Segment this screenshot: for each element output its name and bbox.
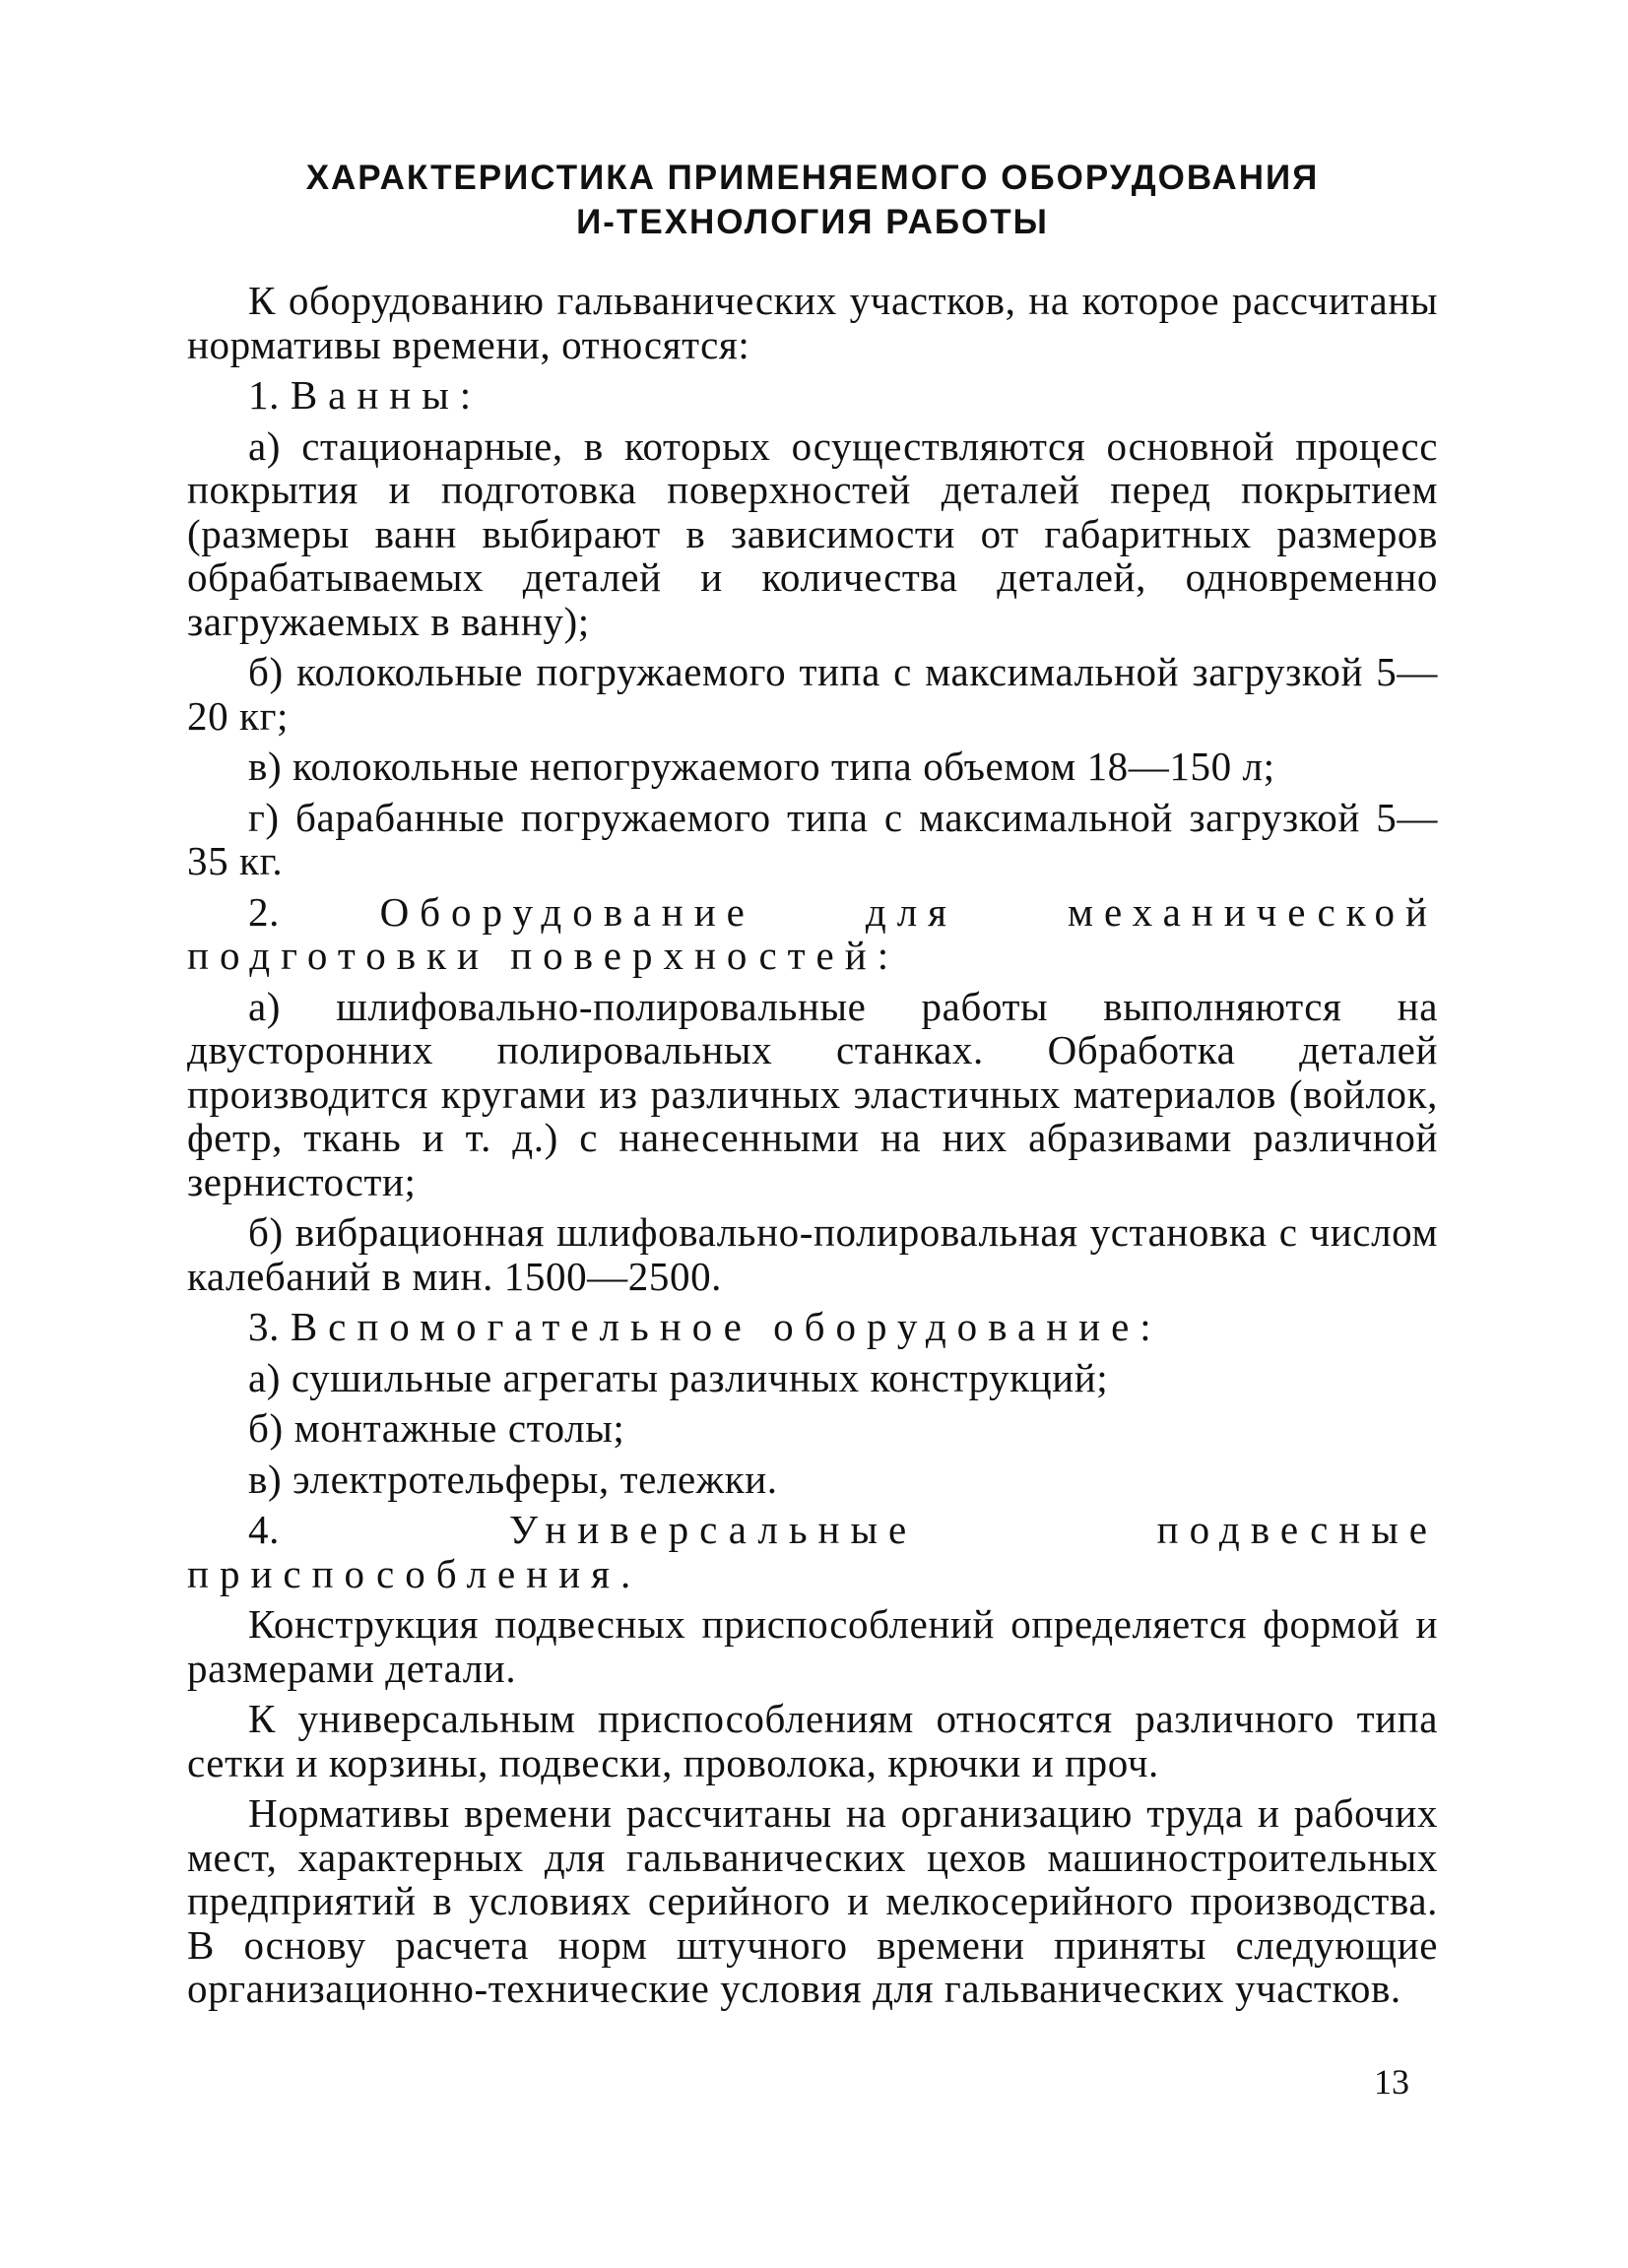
universal-fixtures-paragraph: К универсальным приспособлениям относятся различного типа сетки и корзины, подвески, проволока, крючки и проч. (187, 1696, 1438, 1785)
section-3-item-b: б) монтажные столы; (248, 1405, 625, 1451)
section-title-line-2: И-ТЕХНОЛОГИЯ РАБОТЫ (576, 203, 1049, 241)
section-3-item-a: а) сушильные агрегаты различных конструкций; (248, 1354, 1109, 1400)
time-norms-paragraph: Нормативы времени рассчитаны на организацию труда и рабочих мест, характерных для гальванических цехов машиностроительных предприятий в условиях серийного и мелкосерийного производства. В основу расчета норм штучного времени приняты следующие организационно-технические условия для гальванических участков. (187, 1790, 1438, 2011)
intro-paragraph: К оборудованию гальванических участков, на которое рассчитаны нормативы времени, относятся: (187, 278, 1438, 367)
section-3-heading: 3. Вспомогательное оборудование: (248, 1304, 1152, 1349)
section-2-heading: 2. Оборудование для механической подготовки поверхностей: (187, 888, 1438, 978)
section-3-item-v: в) электротельферы, тележки. (248, 1456, 778, 1502)
section-title (187, 156, 1438, 244)
section-1-item-v: в) колокольные непогружаемого типа объемом 18—150 л; (248, 744, 1275, 789)
section-1-item-b: б) колокольные погружаемого типа с максимальной загрузкой 5—20 кг; (187, 649, 1438, 739)
section-1-heading: 1. Ванны: (248, 372, 472, 418)
section-1-title: Ванны (290, 372, 460, 418)
section-title-line-1: ХАРАКТЕРИСТИКА ПРИМЕНЯЕМОГО ОБОРУДОВАНИЯ (305, 159, 1320, 197)
section-1-item-a: а) стационарные, в которых осуществляются основной процесс покрытия и подготовка поверхностей деталей перед покрытием (размеры ванн выбирают в зависимости от габаритных размеров обрабатываемых деталей и количества деталей, одновременно загружаемых в ванну); (187, 422, 1438, 644)
page-number: 13 (1374, 2062, 1409, 2102)
section-4-heading: 4. Универсальные подвесные приспособления. (187, 1507, 1438, 1596)
section-4-number: 4. (248, 1507, 280, 1552)
section-2-title: Оборудование для механической подготовки поверхностей (187, 888, 1438, 978)
construction-paragraph: Конструкция подвесных приспособлений определяется формой и размерами детали. (187, 1601, 1438, 1691)
section-1-number: 1. (248, 372, 280, 418)
section-2-number: 2. (248, 888, 280, 935)
section-3-title: Вспомогательное оборудование (290, 1304, 1140, 1349)
section-2-item-b: б) вибрационная шлифовально-полировальная установка с числом калебаний в мин. 1500—2500. (187, 1209, 1438, 1299)
section-3-number: 3. (248, 1304, 280, 1349)
section-2-item-a: а) шлифовально-полировальные работы выполняются на двусторонних полировальных станках. Обработка деталей производится кругами из различных эластичных материалов (войлок, фетр, ткань и т. д.) с нанесенными на них абразивами различной зернистости; (187, 983, 1438, 1204)
section-4-title: Универсальные подвесные приспособления (187, 1507, 1438, 1596)
body-text (187, 279, 1438, 2011)
section-1-item-g: г) барабанные погружаемого типа с максимальной загрузкой 5—35 кг. (187, 794, 1438, 883)
